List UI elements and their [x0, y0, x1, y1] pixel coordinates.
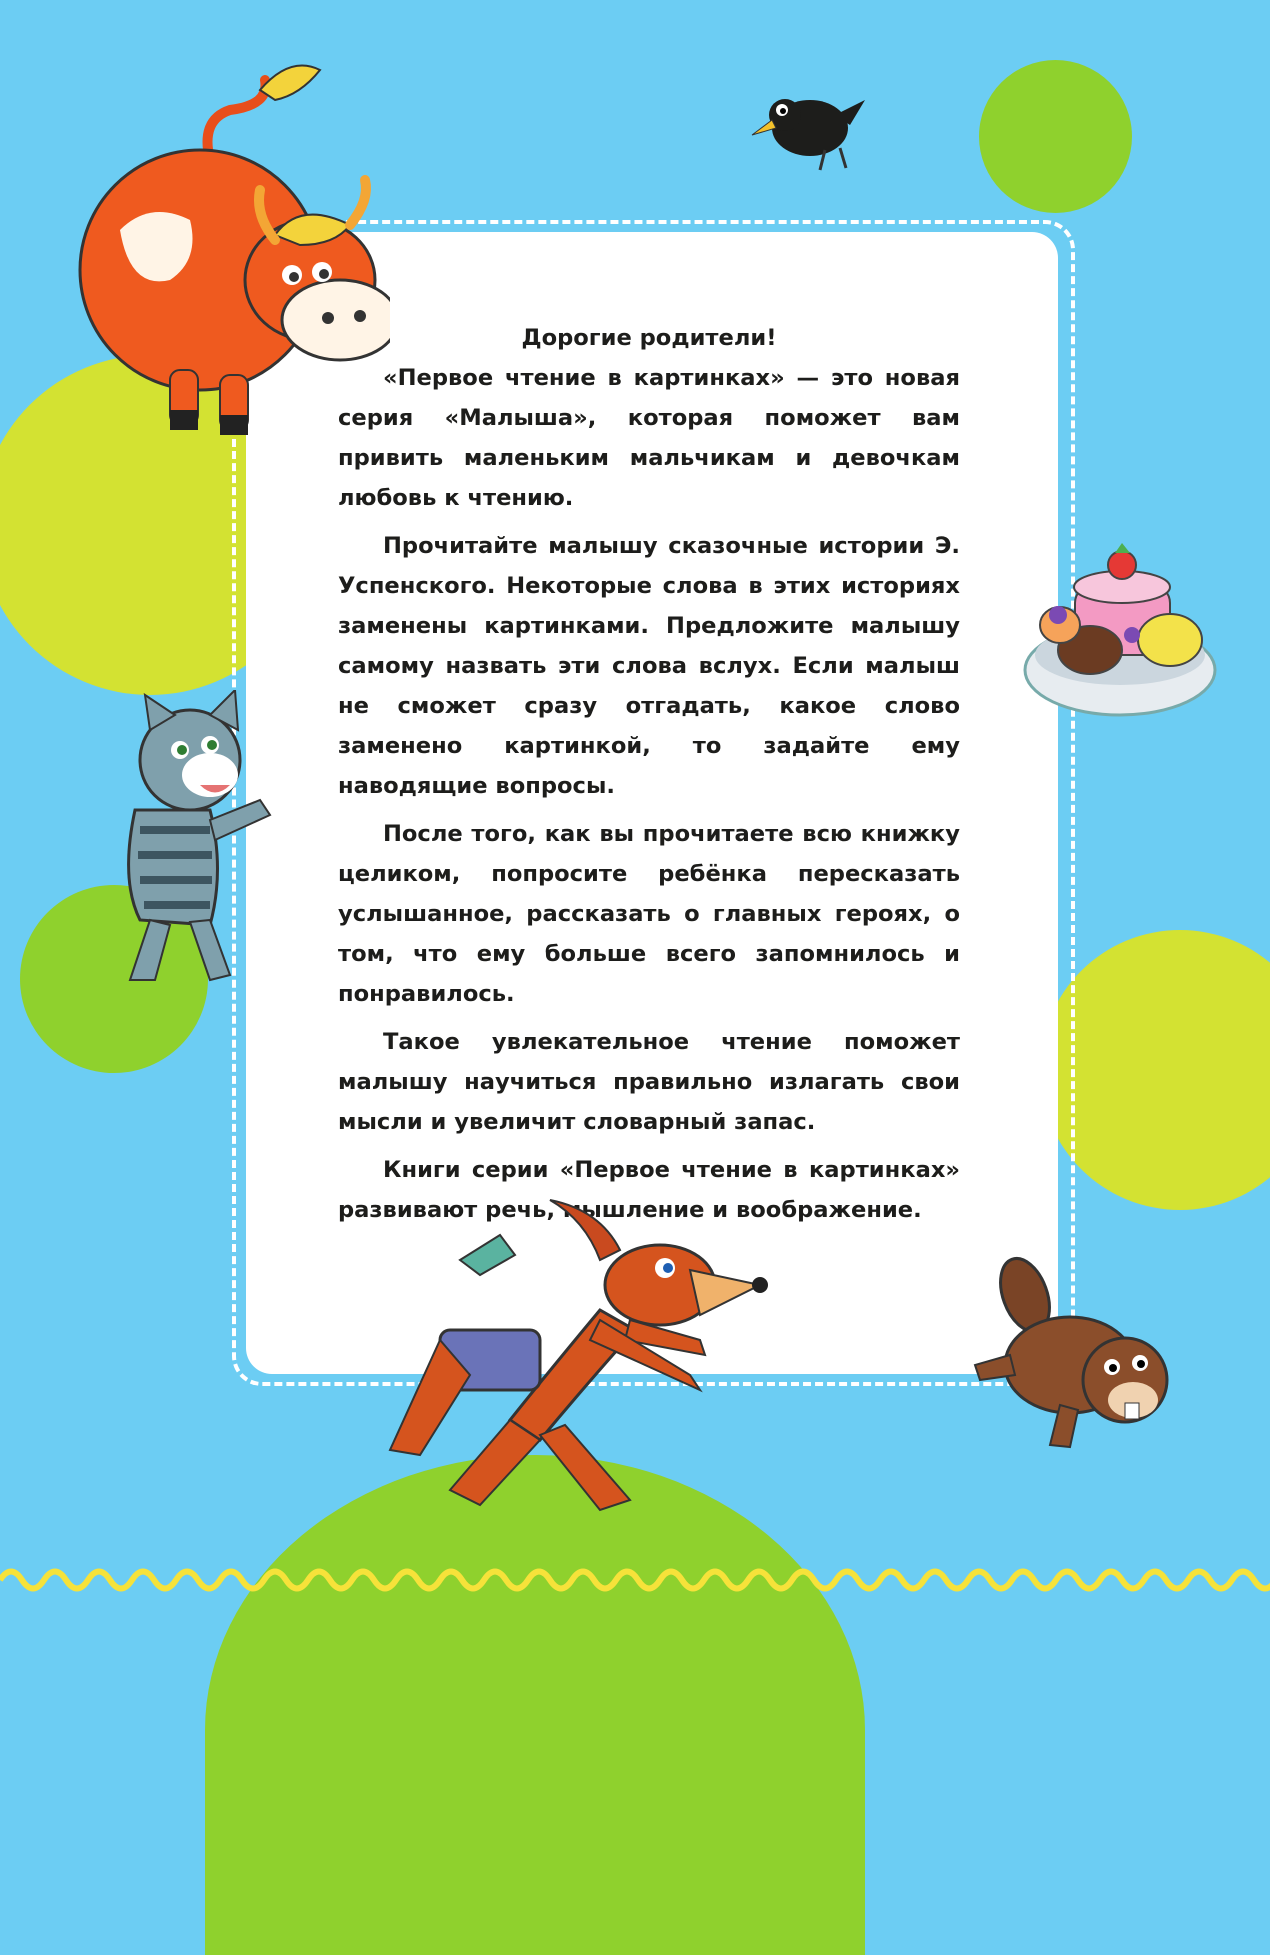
- paragraph-1: «Первое чтение в картинках» — это новая серия «Малыша», которая поможет вам привить маленьким мальчикам и девочкам любовь к чтению.: [338, 365, 960, 511]
- article-text: [338, 318, 960, 1238]
- article-heading: Дорогие родители!: [521, 325, 777, 351]
- crow-illustration: [750, 80, 870, 175]
- paragraph-3: После того, как вы прочитаете всю книжку целиком, попросите ребёнка пересказать услышанное, рассказать о главных героях, о том, что ему больше всего запомнилось и понравилось.: [338, 821, 960, 1007]
- dog-illustration: [370, 1190, 820, 1530]
- green-hill-bottom: [205, 1455, 865, 1955]
- green-circle-top-right: [979, 60, 1132, 213]
- paragraph-5: Книги серии «Первое чтение в картинках» развивают речь, мышление и воображение.: [338, 1157, 960, 1223]
- paragraph-4: Такое увлекательное чтение поможет малышу научиться правильно излагать свои мысли и увеличит словарный запас.: [338, 1029, 960, 1135]
- cake-illustration: [1020, 515, 1220, 725]
- cat-illustration: [60, 690, 280, 990]
- wave-path: [0, 1572, 1270, 1589]
- paragraph-2: Прочитайте малышу сказочные истории Э. Успенского. Некоторые слова в этих историях заменены картинками. Предложите малышу самому назвать эти слова вслух. Если малыш не сможет сразу отгадать, какое слово заменено картинкой, то задайте ему наводящие вопросы.: [338, 533, 960, 799]
- cow-illustration: [60, 50, 390, 450]
- beaver-illustration: [970, 1255, 1190, 1455]
- yellow-wave-line: [0, 1555, 1270, 1605]
